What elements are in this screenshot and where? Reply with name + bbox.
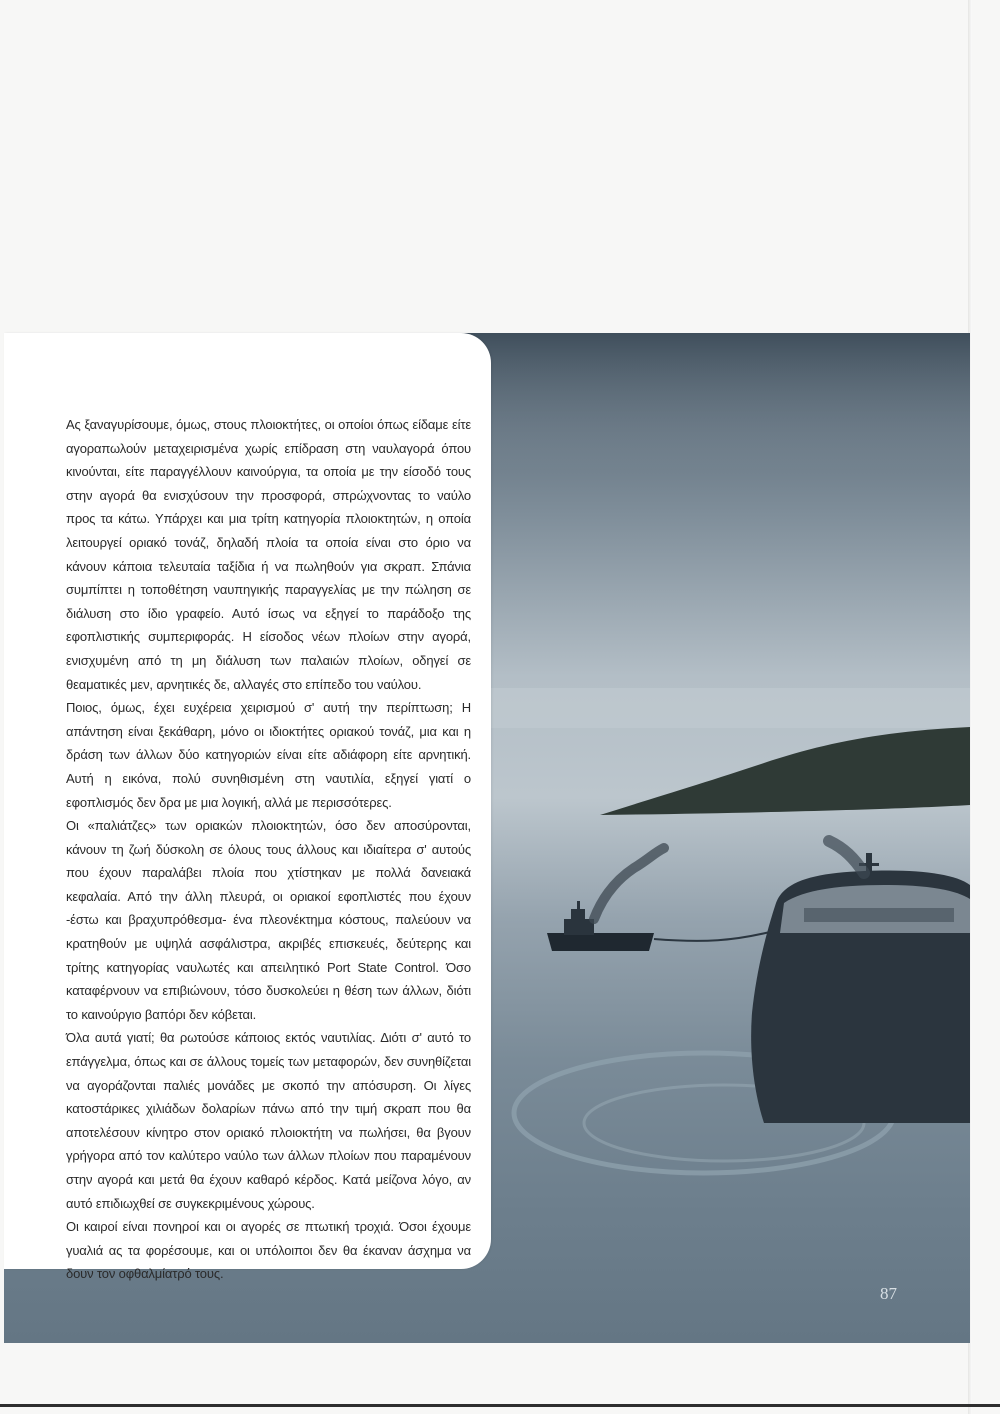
paragraph-3: Οι «παλιάτζες» των οριακών πλοιοκτητών, όσο δεν αποσύρονται, κάνουν τη ζωή δύσκολη σε όλους τους άλλους και ιδιαίτερα σ' αυτούς που έχουν παραλάβει πλοία που χτίστηκαν με πολλά δανειακά κεφαλαία. Από την άλλη πλευρά, οι οριακοί εφοπλιστές που έχουν -έστω και βραχυπρόθεσμα- ένα πλεονέκτημα κόστους, παλεύουν να κρατηθούν με υψηλά ασφάλιστρα, ακριβές επισκευές, δεύτερης και τρίτης κατηγορίας ναυλωτές και απειλητικό Port State Control. Όσο καταφέρνουν να επιβιώνουν, τόσο δυσκολεύει η θέση των άλλων, διότι το καινούργιο βαπόρι δεν κόβεται. xyxy=(66,818,471,1022)
bottom-rule xyxy=(0,1404,1000,1407)
paragraph-4: Όλα αυτά γιατί; θα ρωτούσε κάποιος εκτός ναυτιλίας. Διότι σ' αυτό το επάγγελμα, όπως και σε άλλους τομείς των μεταφορών, δεν συνηθίζεται να αγοράζονται παλιές μονάδες με σκοπό την απόσυρση. Οι λίγες κατοστάρικες χιλιάδων δολαρίων πάνω από την τιμή σκραπ που θα αποτελέσουν κίνητρο στον οριακό πλοιοκτήτη να πωλήσει, θα βγουν γρήγορα από τον καλύτερο ναύλο των άλλων πλοίων που παραμένουν στην αγορά και μετά θα έχουν καθαρό κέρδος. Κατά μείζονα λόγο, αν αυτό επιδιωχθεί σε συγκεκριμένους χώρους. xyxy=(66,1030,471,1211)
cargo-ship xyxy=(751,853,970,1123)
tug-smoke xyxy=(594,848,664,919)
tow-line xyxy=(654,931,774,941)
article-body xyxy=(66,413,471,1286)
text-panel xyxy=(4,333,491,1282)
ship-smoke xyxy=(829,841,864,873)
paragraph-2: Ποιος, όμως, έχει ευχέρεια χειρισμού σ' αυτή την περίπτωση; Η απάντηση είναι ξεκάθαρη, μόνο οι ιδιοκτήτες οριακού τονάζ, μια και η δράση των άλλων δύο κατηγοριών είναι είτε αδιάφορη είτε αρνητική. Αυτή η εικόνα, πολύ συνηθισμένη στη ναυτιλία, εξηγεί γιατί ο εφοπλισμός δεν δρα με μια λογική, αλλά με περισσότερες. xyxy=(66,700,471,810)
paragraph-5: Οι καιροί είναι πονηροί και οι αγορές σε πτωτική τροχιά. Όσοι έχουμε γυαλιά ας τα φορέσουμε, και οι υπόλοιποι δεν θα έκαναν άσχημα να δουν τον οφθαλμίατρό τους. xyxy=(66,1219,471,1282)
page-number: 87 xyxy=(880,1284,897,1303)
paragraph-1: Ας ξαναγυρίσουμε, όμως, στους πλοιοκτήτες, οι οποίοι όπως είδαμε είτε αγοραπωλούν μεταχειρισμένα χωρίς επίδραση στη ναυλαγορά όπου κινούνται, είτε παραγγέλλουν καινούργια, τα οποία με την είσοδό τους στην αγορά θα ενισχύσουν την προσφορά, σπρώχνοντας το ναύλο προς τα κάτω. Υπάρχει και μια τρίτη κατηγορία πλοιοκτητών, η οποία λειτουργεί οριακό τονάζ, δηλαδή πλοία τα οποία είναι στο όριο να κάνουν κάποια τελευταία ταξίδια ή να πωληθούν για σκραπ. Σπάνια συμπίπτει η τοποθέτηση ναυπηγικής παραγγελίας με την πώληση σε διάλυση στο ίδιο γραφείο. Αυτό ίσως να εξηγεί το παράδοξο της εφοπλιστικής συμπεριφοράς. Η είσοδος νέων πλοίων στην αγορά, ενισχυμένη από τη μη διάλυση των παλαιών πλοίων, οδηγεί σε θεαματικές μεν, αρνητικές δε, αλλαγές στο επίπεδο του ναύλου. xyxy=(66,417,471,692)
headland xyxy=(600,727,970,815)
